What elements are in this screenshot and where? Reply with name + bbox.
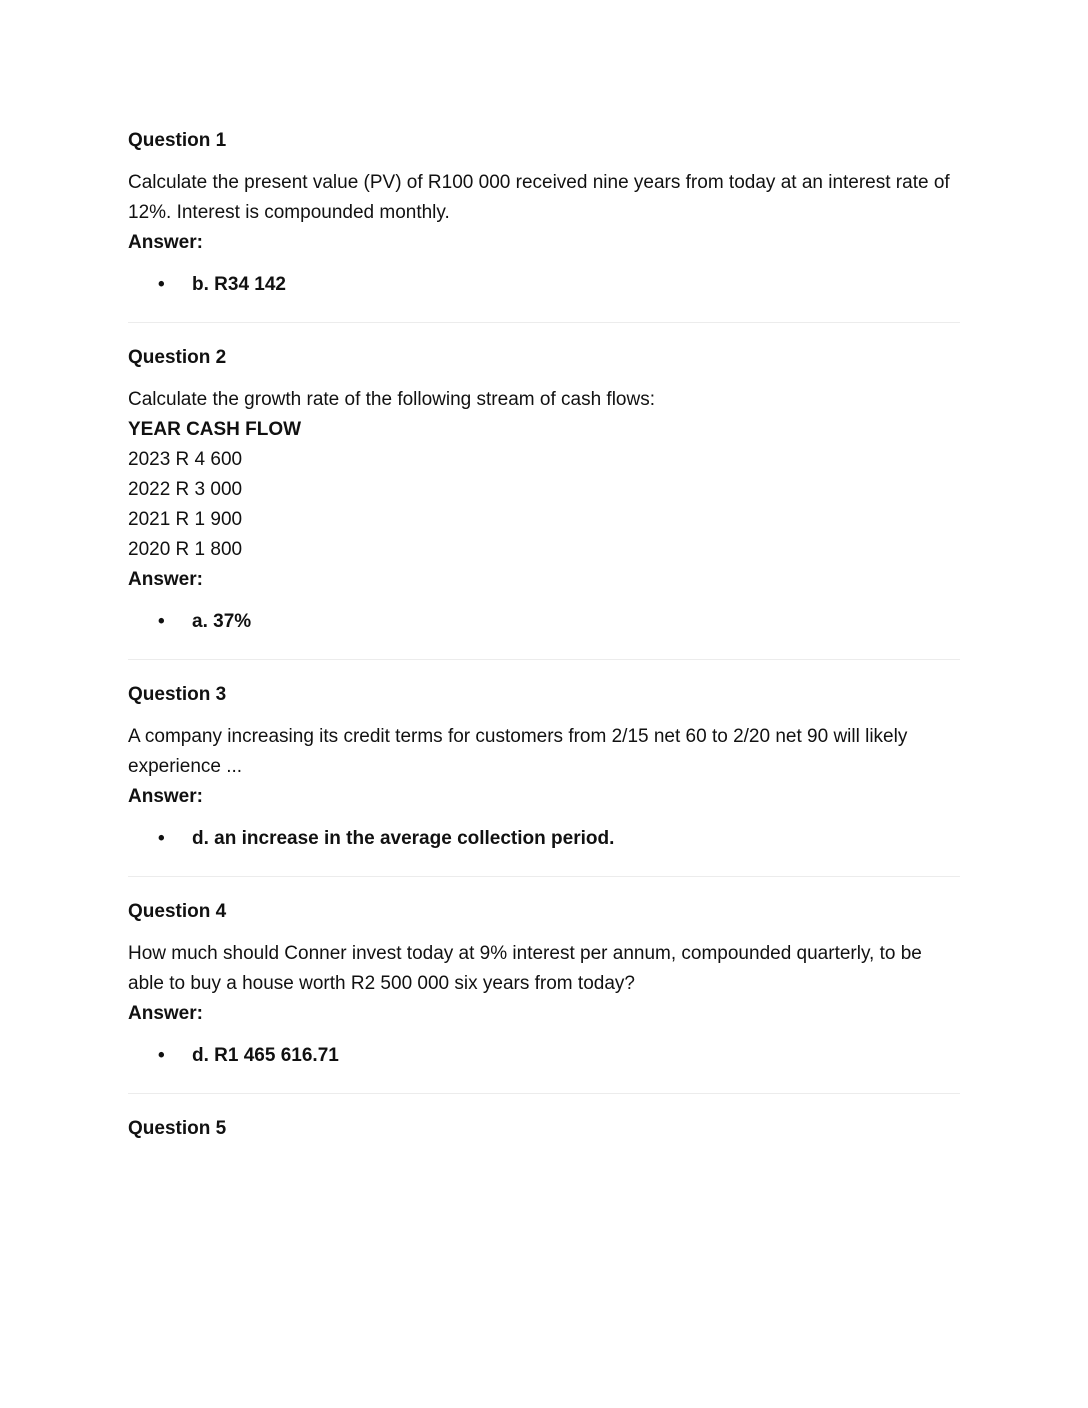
answer-list [128,1041,960,1071]
answer-item [128,824,960,854]
question-title: Question 2 [128,347,227,368]
answer-list [128,607,960,637]
answer-label: Answer: [128,786,203,807]
answer-label: Answer: [128,1003,203,1024]
question-text: Calculate the present value (PV) of R100 000 received nine years from today at an interest rate of 12%. Interest is compounded monthly. [128,172,950,223]
question-1 [128,126,960,300]
cash-flow-row: 2022 R 3 000 [128,479,243,500]
answer-label: Answer: [128,232,203,253]
question-3 [128,680,960,854]
bullet-icon: • [158,611,165,632]
bullet-icon: • [158,1045,165,1066]
cash-flow-row: 2023 R 4 600 [128,449,243,470]
cash-flow-row: 2021 R 1 900 [128,509,243,530]
bullet-icon: • [158,828,165,849]
cash-flow-row: 2020 R 1 800 [128,539,243,560]
question-text: A company increasing its credit terms for customers from 2/15 net 60 to 2/20 net 90 will likely experience ... [128,726,908,777]
answer-text: b. R34 142 [192,274,286,295]
question-title: Question 1 [128,130,227,151]
divider [128,659,960,660]
divider [128,876,960,877]
cash-flow-table-header: YEAR CASH FLOW [128,419,302,440]
document-page [128,126,960,1156]
answer-item [128,607,960,637]
bullet-icon: • [158,274,165,295]
question-text: How much should Conner invest today at 9% interest per annum, compounded quarterly, to be able to buy a house worth R2 500 000 six years from today? [128,943,922,994]
answer-text: d. R1 465 616.71 [192,1045,339,1066]
answer-list [128,270,960,300]
answer-text: a. 37% [192,611,252,632]
question-title: Question 4 [128,901,227,922]
divider [128,322,960,323]
answer-item [128,270,960,300]
answer-text: d. an increase in the average collection period. [192,828,615,849]
answer-label: Answer: [128,569,203,590]
question-text: Calculate the growth rate of the following stream of cash flows: [128,389,655,410]
question-4 [128,897,960,1071]
answer-item [128,1041,960,1071]
answer-list [128,824,960,854]
question-title: Question 5 [128,1118,227,1139]
divider [128,1093,960,1094]
question-title: Question 3 [128,684,227,705]
question-5 [128,1114,960,1144]
question-2 [128,343,960,637]
